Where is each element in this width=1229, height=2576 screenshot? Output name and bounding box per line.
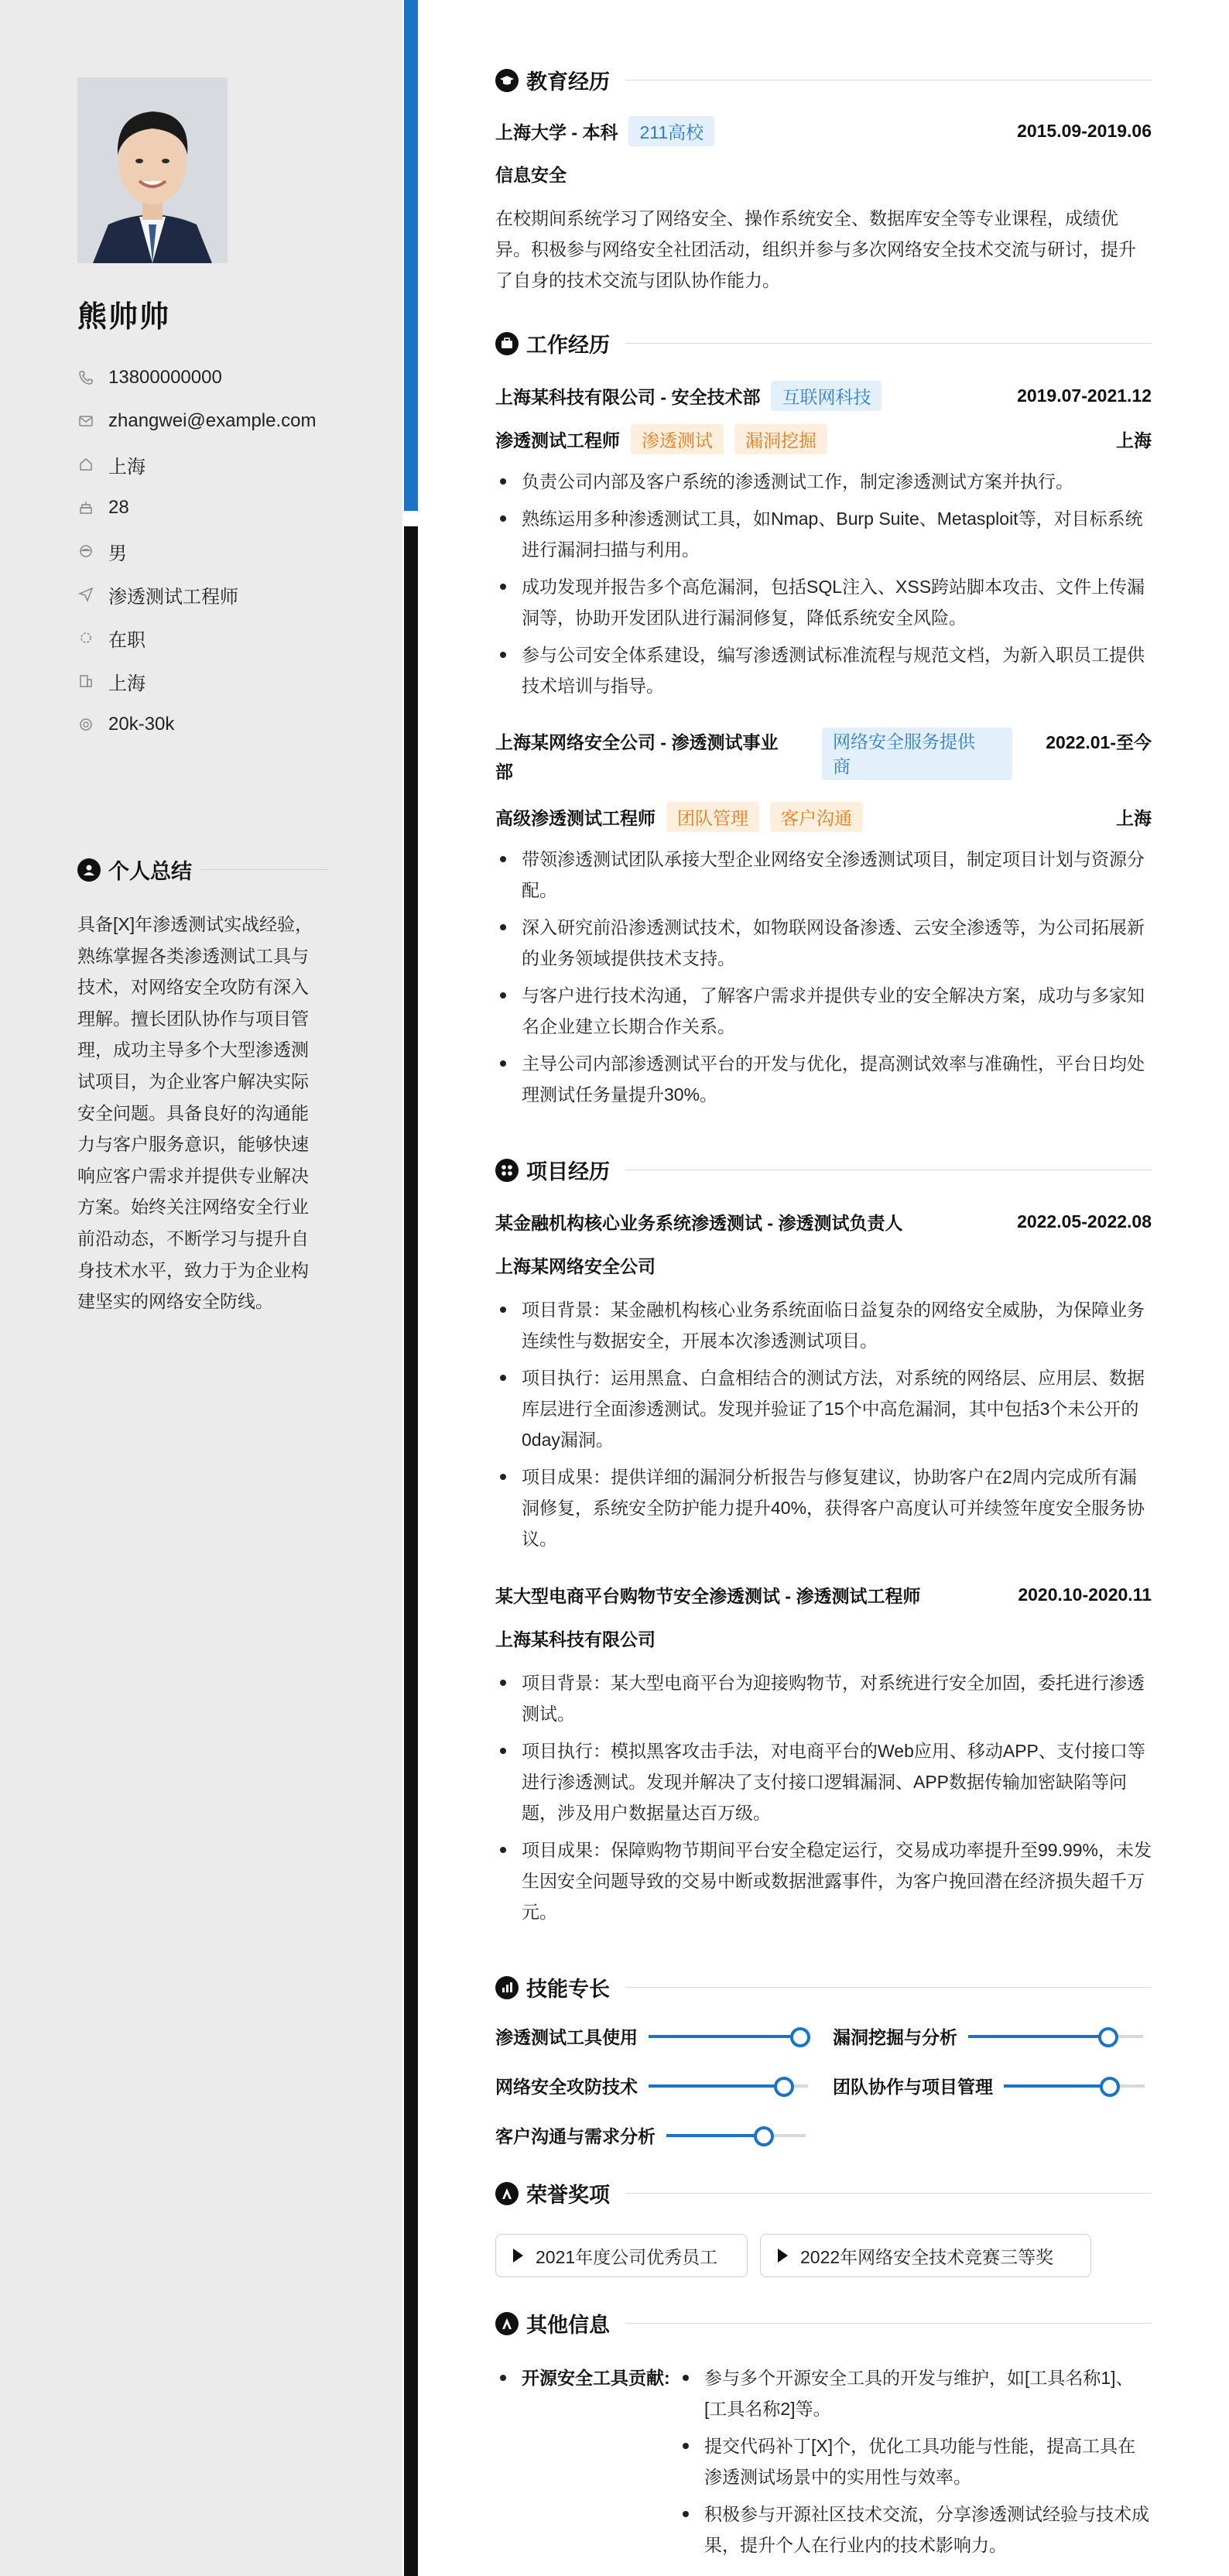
skill-track bbox=[649, 2084, 808, 2088]
phone-text: 13800000000 bbox=[108, 367, 222, 388]
award-icon bbox=[495, 2182, 519, 2205]
education-school-row bbox=[495, 116, 1152, 146]
salary-icon bbox=[77, 716, 94, 733]
grid-icon bbox=[495, 1159, 519, 1182]
status-text: 在职 bbox=[108, 629, 145, 651]
job-2-bullets bbox=[495, 844, 1152, 1110]
avatar-photo bbox=[77, 77, 228, 263]
skill-name: 漏洞挖掘与分析 bbox=[833, 2027, 957, 2047]
building-icon bbox=[77, 673, 94, 690]
project-1-org: 上海某网络安全公司 bbox=[495, 1256, 656, 1276]
project-2-period: 2020.10-2020.11 bbox=[1018, 1584, 1152, 1605]
other-label: 开源安全工具贡献: bbox=[522, 2368, 670, 2388]
info-gender bbox=[77, 529, 371, 573]
other-heading bbox=[495, 2308, 1152, 2338]
skill-item bbox=[833, 2023, 1143, 2049]
summary-title: 个人总结 bbox=[108, 860, 192, 883]
job-1-company: 上海某科技有限公司 - 安全技术部 bbox=[495, 387, 761, 407]
info-city bbox=[77, 659, 371, 703]
award-icon bbox=[495, 2312, 519, 2335]
job-1-header bbox=[495, 381, 1152, 411]
project-1-header bbox=[495, 1209, 1152, 1235]
work-heading bbox=[495, 328, 1152, 358]
candidate-name: 熊帅帅 bbox=[77, 301, 171, 334]
status-icon bbox=[77, 629, 94, 646]
avatar bbox=[77, 77, 228, 263]
job-1-industry-tag: 互联网科技 bbox=[771, 381, 882, 411]
send-icon bbox=[77, 586, 94, 603]
skill-item bbox=[495, 2073, 808, 2098]
work-title: 工作经历 bbox=[526, 334, 610, 357]
project-1-org-row bbox=[495, 1252, 1152, 1278]
job-2-period: 2022.01-至今 bbox=[1046, 732, 1152, 752]
list-item: 负责公司内部及客户系统的渗透测试工作，制定渗透测试方案并执行。 bbox=[495, 466, 1152, 497]
projects-heading bbox=[495, 1155, 1152, 1185]
job-1-city: 上海 bbox=[1116, 430, 1152, 450]
info-status bbox=[77, 616, 371, 659]
summary-heading bbox=[77, 855, 328, 885]
phone-icon bbox=[77, 369, 94, 386]
salary-text: 20k-30k bbox=[108, 714, 175, 735]
education-heading bbox=[495, 65, 1152, 95]
dark-bar bbox=[404, 526, 418, 2576]
list-item: 项目背景：某大型电商平台为迎接购物节，对系统进行安全加固，委托进行渗透测试。 bbox=[495, 1667, 1152, 1729]
skill-fill bbox=[1004, 2084, 1110, 2088]
list-item: 提交代码补丁[X]个，优化工具功能与性能，提高工具在渗透测试场景中的实用性与效率。 bbox=[678, 2430, 1152, 2492]
info-email bbox=[77, 399, 371, 443]
projects-title: 项目经历 bbox=[526, 1160, 610, 1184]
job-2-tag-line: 商 bbox=[833, 756, 851, 776]
skill-track bbox=[1004, 2084, 1145, 2088]
job-2-skill-tag: 团队管理 bbox=[666, 802, 759, 832]
location-text: 上海 bbox=[108, 456, 145, 478]
skills-title: 技能专长 bbox=[526, 1978, 610, 2001]
info-location bbox=[77, 443, 371, 486]
work-divider bbox=[625, 343, 1152, 344]
job-1-period: 2019.07-2021.12 bbox=[1017, 385, 1152, 406]
summary-text: 具备[X]年渗透测试实战经验，熟练掌握各类渗透测试工具与技术，对网络安全攻防有深入理解。擅长团队协作与项目管理，成功主导多个大型渗透测试项目，为企业客户解决实际安全问题。具备良好的沟通能力与客户服务意识，能够快速响应客户需求并提供专业解决方案。始终关注网络安全行业前沿动态，不断学习与提升自身技术水平，致力于为企业构建坚实的网络安全防线。 bbox=[77, 914, 313, 1312]
skill-knob bbox=[774, 2077, 794, 2097]
job-2-city: 上海 bbox=[1116, 808, 1152, 828]
cake-icon bbox=[77, 499, 94, 516]
bullet-dot bbox=[500, 2375, 506, 2381]
skill-fill bbox=[968, 2035, 1108, 2038]
skill-track bbox=[666, 2134, 806, 2137]
skill-name: 团队协作与项目管理 bbox=[833, 2077, 993, 2097]
info-salary bbox=[77, 703, 371, 746]
list-item: 项目背景：某金融机构核心业务系统面临日益复杂的网络安全威胁，为保障业务连续性与数据安全，开展本次渗透测试项目。 bbox=[495, 1294, 1152, 1356]
job-2-header bbox=[495, 728, 1152, 790]
skill-knob bbox=[754, 2126, 774, 2146]
major-name: 信息安全 bbox=[495, 165, 567, 185]
list-item: 参与多个开源安全工具的开发与维护，如[工具名称1]、[工具名称2]等。 bbox=[678, 2362, 1152, 2424]
list-item: 项目执行：运用黑盒、白盒相结合的测试方法，对系统的网络层、应用层、数据库层进行全面渗透测试。发现并验证了15个中高危漏洞，其中包括3个未公开的0day漏洞。 bbox=[495, 1362, 1152, 1455]
position-text: 渗透测试工程师 bbox=[108, 586, 238, 608]
list-item: 深入研究前沿渗透测试技术，如物联网设备渗透、云安全渗透等，为公司拓展新的业务领域提供技术支持。 bbox=[495, 912, 1152, 974]
project-2-org: 上海某科技有限公司 bbox=[495, 1629, 656, 1649]
skill-item bbox=[495, 2023, 808, 2049]
briefcase-icon bbox=[495, 332, 519, 355]
info-age bbox=[77, 486, 371, 529]
job-2-skill-tag: 客户沟通 bbox=[770, 802, 863, 832]
skill-name: 客户沟通与需求分析 bbox=[495, 2126, 656, 2146]
job-1-role: 渗透测试工程师 bbox=[495, 430, 620, 450]
job-2-company-line: 部 bbox=[495, 762, 513, 782]
job-1-skill-tag: 渗透测试 bbox=[631, 424, 724, 454]
list-item: 熟练运用多种渗透测试工具，如Nmap、Burp Suite、Metasploit等，对目标系统进行漏洞扫描与利用。 bbox=[495, 503, 1152, 565]
education-title: 教育经历 bbox=[526, 70, 610, 94]
education-period: 2015.09-2019.06 bbox=[1017, 121, 1152, 141]
list-item: 项目执行：模拟黑客攻击手法，对电商平台的Web应用、移动APP、支付接口等进行渗透测试。发现并解决了支付接口逻辑漏洞、APP数据传输加密缺陷等问题，涉及用户数据量达百万级。 bbox=[495, 1735, 1152, 1828]
info-position bbox=[77, 573, 371, 616]
award-label: 2022年网络安全技术竞赛三等奖 bbox=[800, 2246, 1054, 2267]
other-title: 其他信息 bbox=[526, 2314, 610, 2337]
mail-icon bbox=[77, 413, 94, 430]
project-1-bullets bbox=[495, 1294, 1152, 1554]
project-2-bullets bbox=[495, 1667, 1152, 1927]
project-1-period: 2022.05-2022.08 bbox=[1017, 1211, 1152, 1231]
bar-chart-icon bbox=[495, 1976, 519, 1999]
project-2-org-row bbox=[495, 1625, 1152, 1651]
skill-track bbox=[968, 2035, 1143, 2038]
skill-fill bbox=[649, 2035, 800, 2038]
other-bullets bbox=[678, 2362, 1152, 2561]
list-item: 带领渗透测试团队承接大型企业网络安全渗透测试项目，制定项目计划与资源分配。 bbox=[495, 844, 1152, 906]
email-text: zhangwei@example.com bbox=[108, 410, 317, 431]
skills-heading bbox=[495, 1972, 1152, 2002]
list-item: 项目成果：保障购物节期间平台安全稳定运行，交易成功率提升至99.99%，未发生因安全问题导致的交易中断或数据泄露事件，为客户挽回潜在经济损失超千万元。 bbox=[495, 1834, 1152, 1927]
list-item: 参与公司安全体系建设，编写渗透测试标准流程与规范文档，为新入职员工提供技术培训与指导。 bbox=[495, 639, 1152, 701]
skill-fill bbox=[666, 2134, 764, 2137]
job-2-company bbox=[495, 728, 820, 786]
list-item: 主导公司内部渗透测试平台的开发与优化，提高测试效率与准确性，平台日均处理测试任务量提升30%。 bbox=[495, 1048, 1152, 1110]
project-2-header bbox=[495, 1582, 1152, 1608]
play-triangle-icon bbox=[513, 2249, 523, 2263]
job-1-skill-tag: 漏洞挖掘 bbox=[734, 424, 827, 454]
sidebar bbox=[0, 0, 402, 2576]
list-item: 积极参与开源社区技术交流，分享渗透测试经验与技术成果，提升个人在行业内的技术影响力。 bbox=[678, 2499, 1152, 2561]
skill-name: 渗透测试工具使用 bbox=[495, 2027, 638, 2047]
skill-name: 网络安全攻防技术 bbox=[495, 2077, 638, 2097]
awards-heading bbox=[495, 2178, 1152, 2208]
age-text: 28 bbox=[108, 497, 129, 518]
info-phone bbox=[77, 356, 371, 399]
education-description: 在校期间系统学习了网络安全、操作系统安全、数据库安全等专业课程，成绩优异。积极参与网络安全社团活动，组织并参与多次网络安全技术交流与研讨，提升了自身的技术交流与团队协作能力。 bbox=[495, 208, 1136, 290]
gender-text: 男 bbox=[108, 543, 127, 564]
skill-knob bbox=[1098, 2027, 1118, 2047]
list-item: 项目成果：提供详细的漏洞分析报告与修复建议，协助客户在2周内完成所有漏洞修复，系统安全防护能力提升40%，获得客户高度认可并续签年度安全服务协议。 bbox=[495, 1461, 1152, 1554]
job-2-company-line: 上海某网络安全公司 - 渗透测试事业 bbox=[495, 732, 779, 752]
project-1-name: 某金融机构核心业务系统渗透测试 - 渗透测试负责人 bbox=[495, 1213, 903, 1233]
job-2-industry-tag bbox=[822, 728, 1012, 780]
award-chip bbox=[760, 2234, 1091, 2277]
skill-knob bbox=[790, 2027, 810, 2047]
home-icon bbox=[77, 456, 94, 473]
play-triangle-icon bbox=[778, 2249, 788, 2263]
job-1-role-row bbox=[495, 424, 1152, 454]
list-item: 与客户进行技术沟通，了解客户需求并提供专业的安全解决方案，成功与多家知名企业建立长期合作关系。 bbox=[495, 980, 1152, 1042]
city-text: 上海 bbox=[108, 673, 145, 694]
job-1-bullets bbox=[495, 466, 1152, 701]
job-2-role-row bbox=[495, 802, 1152, 832]
skill-knob bbox=[1100, 2077, 1120, 2097]
job-2-role: 高级渗透测试工程师 bbox=[495, 808, 656, 828]
gender-icon bbox=[77, 543, 94, 560]
skill-item bbox=[833, 2073, 1145, 2098]
accent-bar bbox=[404, 0, 418, 511]
award-label: 2021年度公司优秀员工 bbox=[536, 2246, 718, 2267]
graduation-cap-icon bbox=[495, 69, 519, 92]
contact-info-list bbox=[77, 356, 371, 746]
summary-divider bbox=[201, 869, 328, 870]
awards-divider bbox=[625, 2193, 1152, 2194]
list-item: 成功发现并报告多个高危漏洞，包括SQL注入、XSS跨站脚本攻击、文件上传漏洞等，协助开发团队进行漏洞修复，降低系统安全风险。 bbox=[495, 571, 1152, 633]
project-2-name: 某大型电商平台购物节安全渗透测试 - 渗透测试工程师 bbox=[495, 1586, 921, 1606]
school-tag: 211高校 bbox=[628, 116, 714, 146]
other-divider bbox=[625, 2323, 1152, 2324]
person-icon bbox=[77, 858, 101, 882]
job-2-tag-line: 网络安全服务提供 bbox=[833, 731, 975, 752]
skill-item bbox=[495, 2122, 806, 2148]
skills-divider bbox=[625, 1987, 1152, 1988]
awards-title: 荣誉奖项 bbox=[526, 2184, 610, 2207]
education-major-row bbox=[495, 161, 1152, 187]
school-name: 上海大学 - 本科 bbox=[495, 122, 618, 142]
skill-fill bbox=[649, 2084, 784, 2088]
award-chip bbox=[495, 2234, 748, 2277]
skill-track bbox=[649, 2035, 808, 2038]
